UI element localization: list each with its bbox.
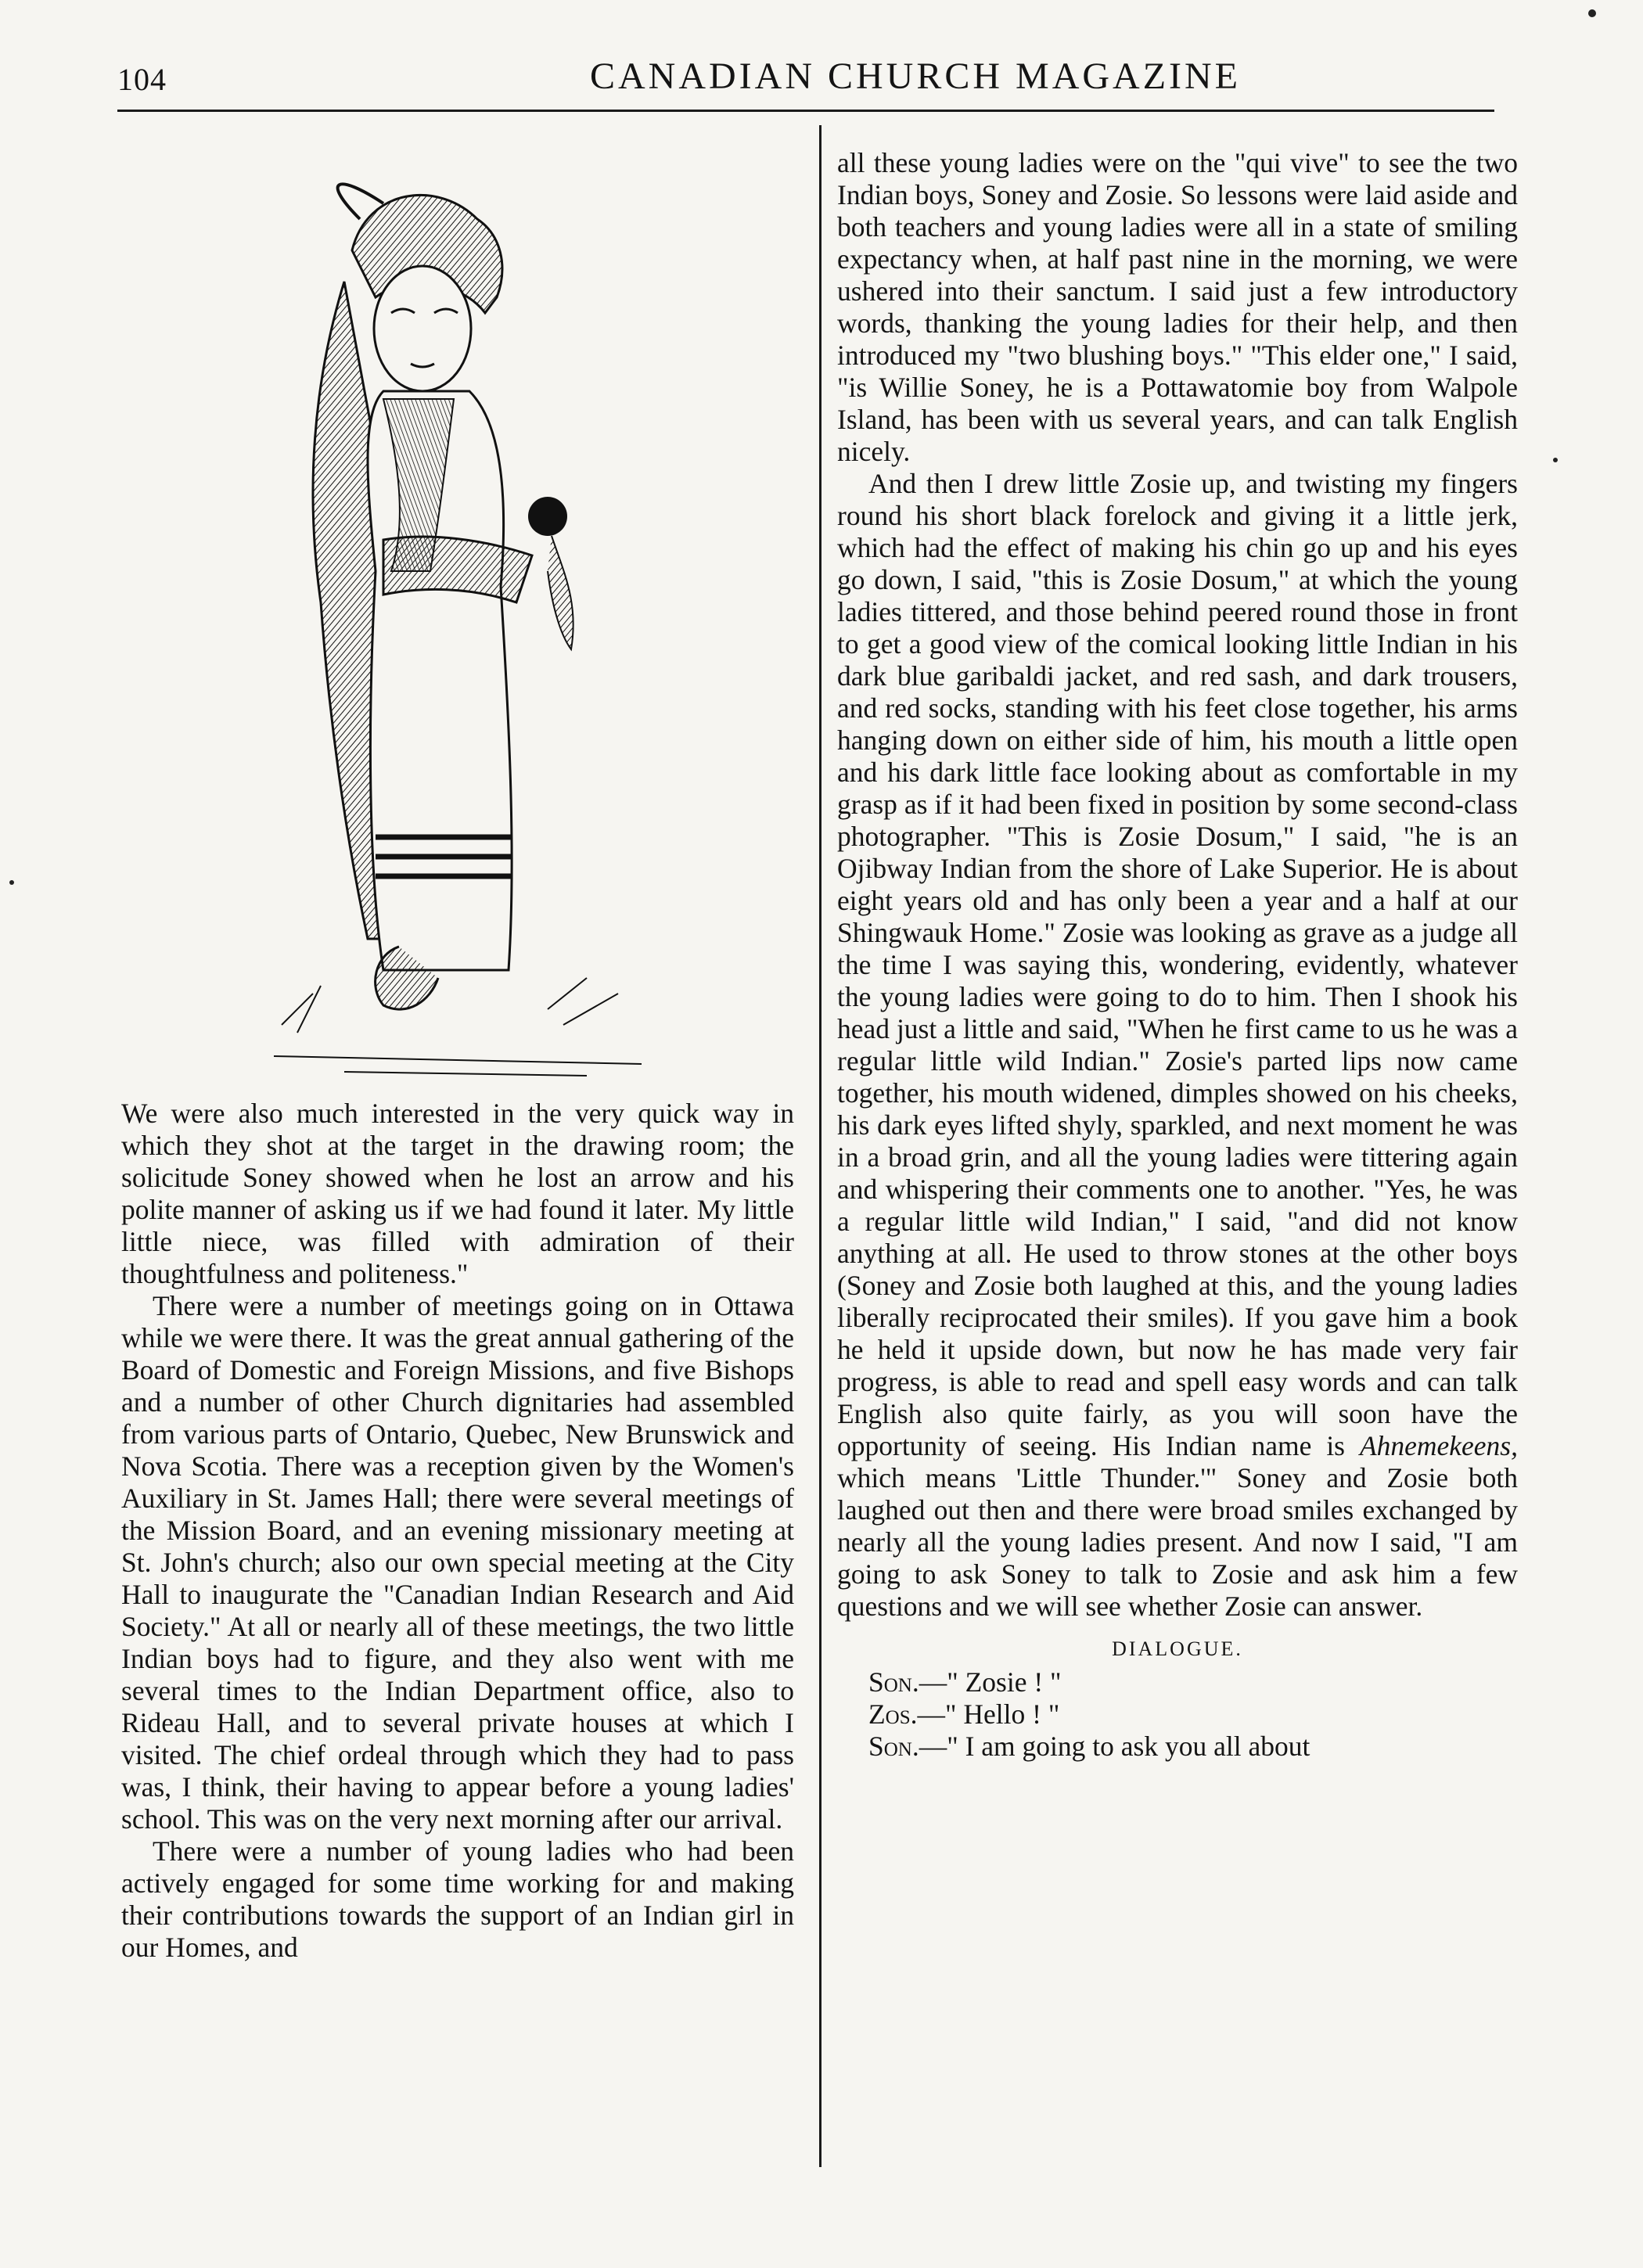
paragraph: all these young ladies were on the "qui vive" to see the two Indian boys, Soney and Zosie. So lessons were laid aside and both teachers and young ladies were all in a state of smiling expectancy when, at half past nine in the morning, we were ushered into their sanctum. I said just a few introductory words, thanking the young ladies for their help, and then introduced my "two blushing boys." "This elder one," I said, "is Willie Soney, he is a Pottawatomie boy from Walpole Island, has been with us several years, and can talk English nicely. <box>837 147 1518 467</box>
illustration-indian-boy <box>250 164 673 1080</box>
dialogue-line <box>837 1698 1518 1731</box>
running-title: CANADIAN CHURCH MAGAZINE <box>590 56 1241 97</box>
right-column <box>837 147 1518 1763</box>
dialogue-text: —" I am going to ask you all about <box>919 1731 1310 1762</box>
column-divider <box>819 125 822 2167</box>
indian-name: Ahnemekeens, <box>1359 1430 1518 1461</box>
paragraph-text: And then I drew little Zosie up, and twisting my fingers round his short black forelock and giving it a little jerk, which had the effect of making his chin go up and his eyes go down, I said, "this is Zosie Dosum," at which the young ladies tittered, and those behind peered round those in front to get a good view of the comical looking little Indian in his dark blue garibaldi jacket, and red sash, and dark trousers, and red socks, standing with his feet close together, his arms hanging down on either side of him, his mouth a little open and his dark little face looking about as comfortable in my grasp as if it had been fixed in position by some second-class photographer. "This is Zosie Dosum," I said, "he is an Ojibway Indian from the shore of Lake Superior. He is about eight years old and has only been a year and a half at our Shingwauk Home." Zosie was looking as grave as a judge all the time I was saying this, wondering, evidently, whatever the young ladies were going to do to him. Then I shook his head just a little and said, "When he first came to us he was a regular little wild Indian." Zosie's parted lips now came together, his mouth widened, dimples showed on his cheeks, his dark eyes lifted shyly, sparkled, and next moment he was in a broad grin, and all the young ladies were tittering again and whispering their comments one to another. "Yes, he was a regular little wild Indian," I said, "and did not know anything at all. He used to throw stones at the other boys (Soney and Zosie both laughed at this, and the young ladies liberally reciprocated their smiles). If you gave him a book he held it upside down, but now he has made very fair progress, is able to read and spell easy words and can talk English also quite fairly, as you will soon have the opportunity of seeing. His Indian name is <box>837 468 1518 1461</box>
speaker: Zos. <box>868 1698 918 1730</box>
paragraph: There were a number of young ladies who had been actively engaged for some time working for and making their contributions towards the support of an Indian girl in our Homes, and <box>121 1835 794 1963</box>
dialogue-text: —" Zosie ! " <box>919 1666 1062 1698</box>
paragraph-text: which means 'Little Thunder.'" Soney and Zosie both laughed out then and there were broad smiles exchanged by nearly all the young ladies present. And now I said, "I am going to ask Soney to talk to Zosie and ask him a few questions and we will see whether Zosie can answer. <box>837 1462 1518 1622</box>
page-header <box>117 55 1494 111</box>
page-number: 104 <box>117 62 167 97</box>
speaker: Son. <box>868 1731 919 1762</box>
paragraph <box>837 468 1518 1623</box>
print-speck <box>9 880 14 885</box>
print-speck <box>1553 458 1558 462</box>
dialogue-text: —" Hello ! " <box>917 1698 1060 1730</box>
speaker: Son. <box>868 1666 919 1698</box>
header-rule <box>117 110 1494 112</box>
dialogue-heading: DIALOGUE. <box>1112 1637 1243 1660</box>
dialogue-line <box>837 1731 1518 1763</box>
paragraph: There were a number of meetings going on in Ottawa while we were there. It was the great annual gathering of the Board of Domestic and Foreign Missions, and five Bishops and a number of other Church dignitaries had assembled from various parts of Ontario, Quebec, New Brunswick and Nova Scotia. There was a reception given by the Women's Auxiliary in St. James Hall; there were several meetings of the Mission Board, and an evening missionary meeting at St. John's church; also our own special meeting at the City Hall to inaugurate the "Canadian Indian Research and Aid Society." At all or nearly all of these meetings, the two little Indian boys had to figure, and they also went with me several times to the Indian Department office, also to Rideau Hall, and to several private houses at which I visited. The chief ordeal through which they had to pass was, I think, their having to appear before a young ladies' school. This was on the very next morning after our arrival. <box>121 1290 794 1835</box>
dialogue-line <box>837 1666 1518 1698</box>
left-column <box>121 1098 794 1964</box>
print-speck <box>1588 9 1596 17</box>
paragraph: We were also much interested in the very quick way in which they shot at the target in the drawing room; the solicitude Soney showed when he lost an arrow and his polite manner of asking us if we had found it later. My little little niece, was filled with admiration of their thoughtfulness and politeness." <box>121 1098 794 1289</box>
